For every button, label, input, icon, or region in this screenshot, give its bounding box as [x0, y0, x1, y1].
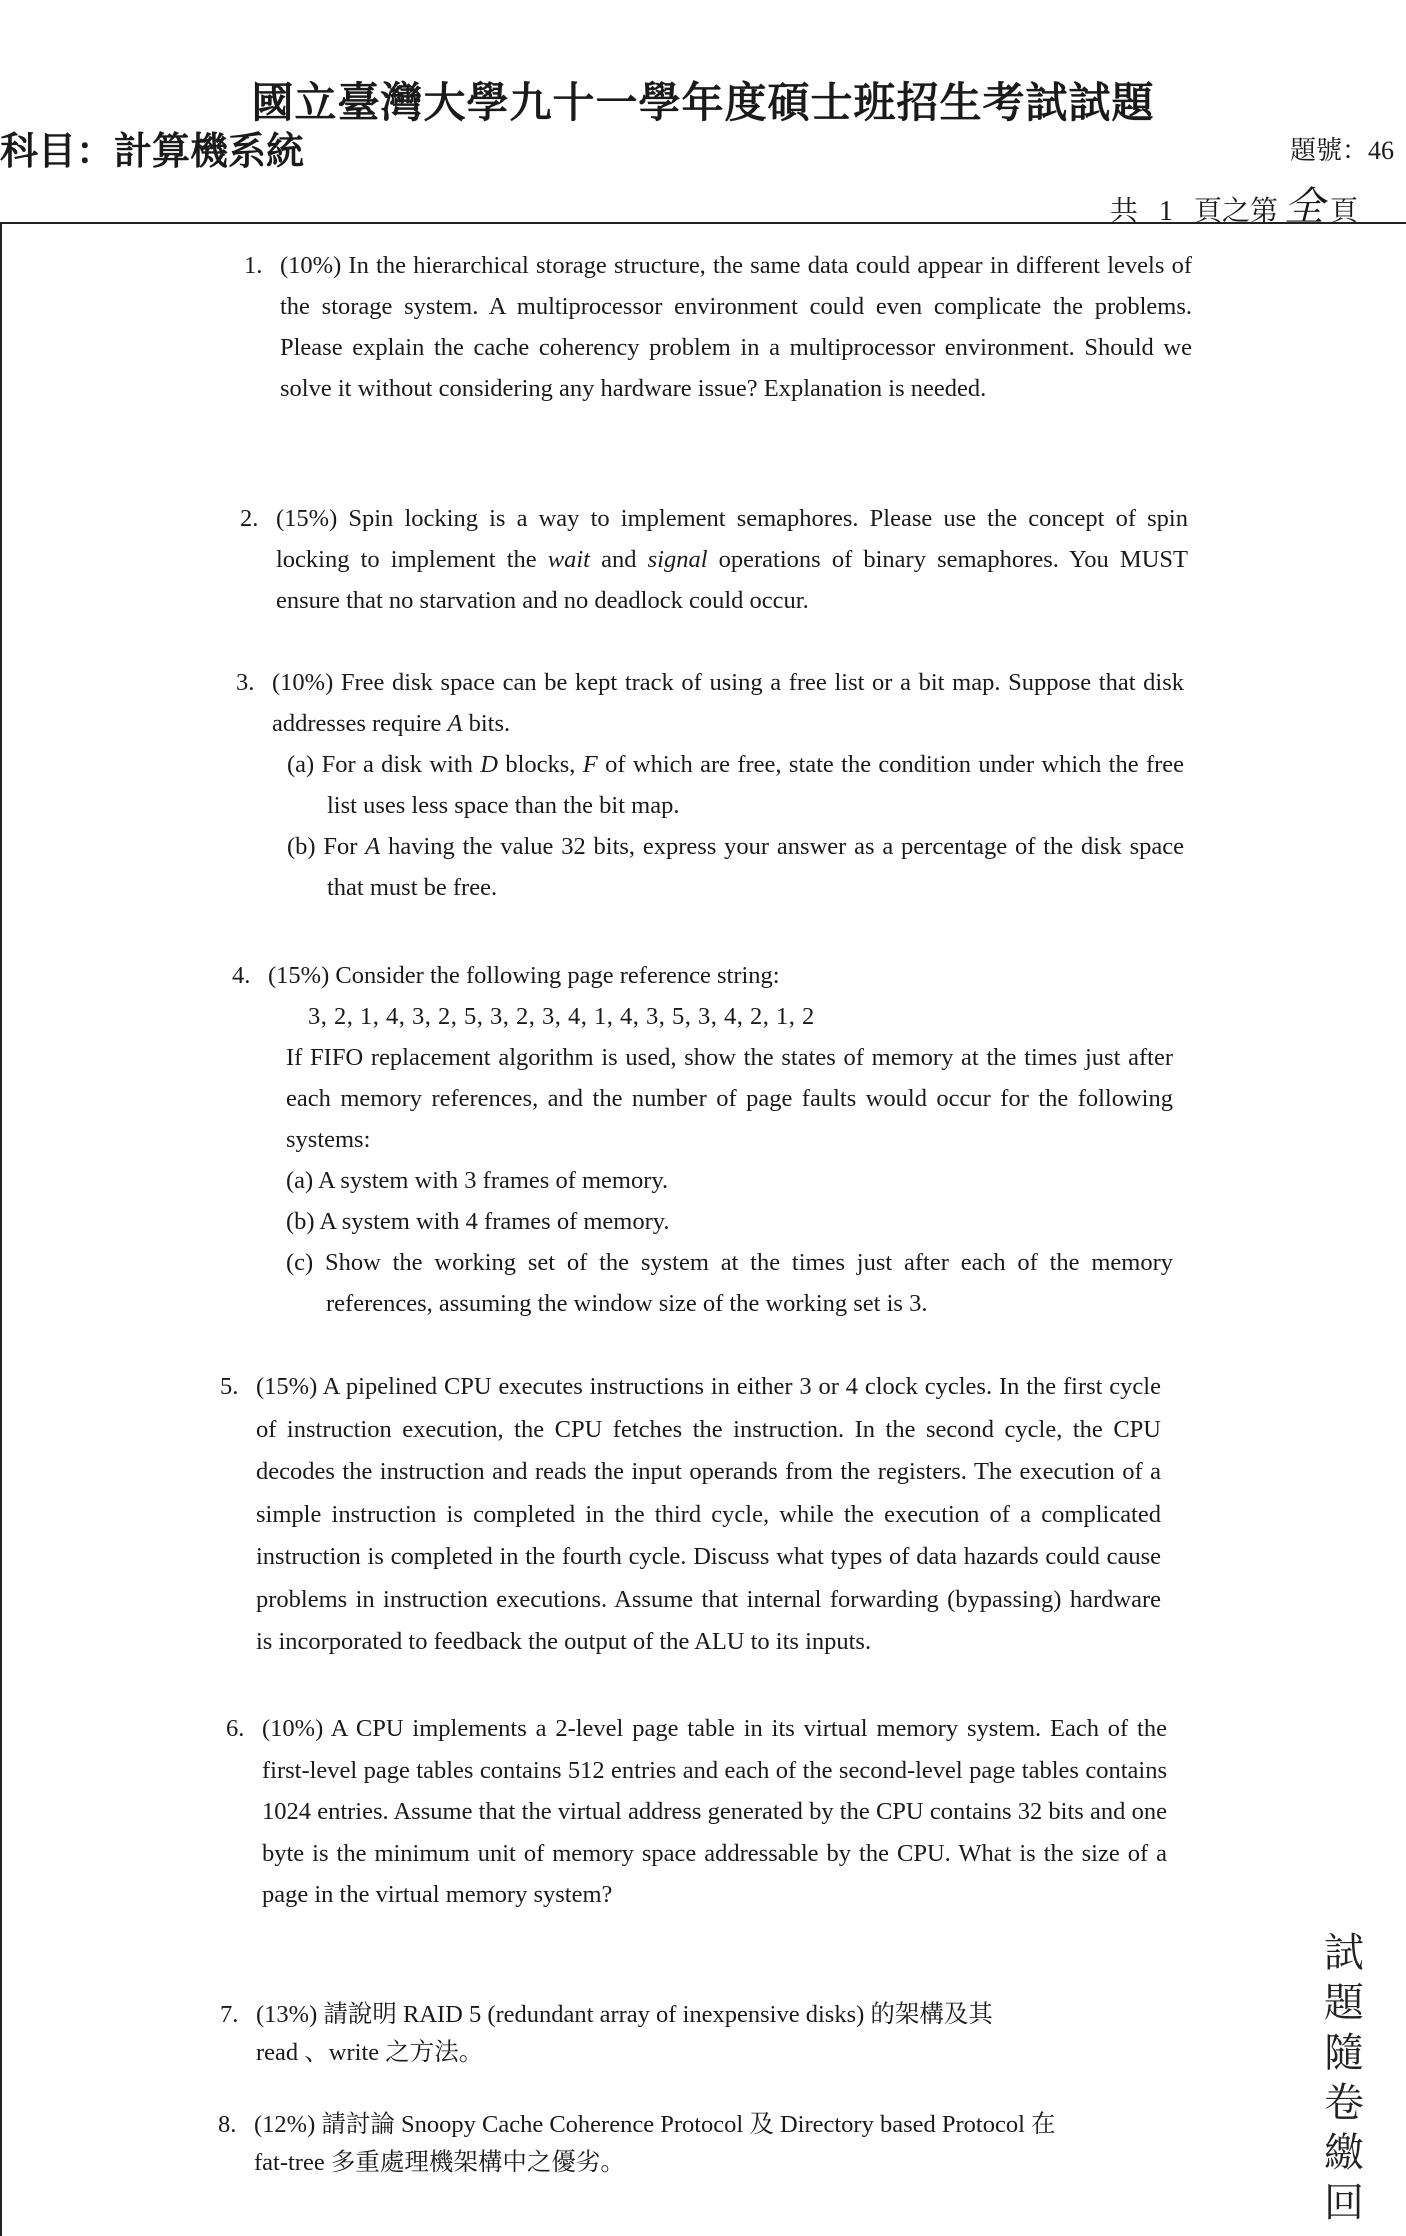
sub-question-b: (b) A system with 4 frames of memory. — [286, 1208, 670, 1235]
question-line-1: (12%) 請討論 Snoopy Cache Coherence Protocol 及 Directory based Protocol 在 — [254, 2111, 1056, 2138]
page-middle: 頁之第 — [1194, 196, 1279, 227]
sub-question-a: (a) For a disk with D blocks, F of which are free, state the condition under which the free list uses less space than the bit map. — [287, 751, 1185, 819]
question-2 — [240, 498, 1188, 621]
question-text: (10%) In the hierarchical storage structure, the same data could appear in different levels of the storage system. A multiprocessor environment could even complicate the problems. Please explain the cache coherency problem in a multiprocessor environment. Should we solve it without considering any hardware issue? Explanation is needed. — [280, 252, 1192, 402]
question-6 — [226, 1708, 1167, 1916]
question-text: (10%) Free disk space can be kept track of using a free list or a bit map. Suppose that disk addresses require A bits. — [272, 669, 1184, 737]
question-line-1: (13%) 請說明 RAID 5 (redundant array of inexpensive disks) 的架構及其 — [256, 2001, 993, 2028]
page-suffix: 頁 — [1330, 196, 1359, 227]
total-pages: 1 — [1159, 196, 1174, 227]
side-note-char: 題 — [1324, 1980, 1364, 2026]
question-text: (15%) Spin locking is a way to implement semaphores. Please use the concept of spin locking to implement the wait and signal operations of binary semaphores. You MUST ensure that no starvation and no deadlock could occur. — [276, 505, 1188, 614]
question-number: 8. — [218, 2111, 237, 2138]
question-7 — [220, 1996, 1161, 2072]
question-number: 3. — [236, 669, 255, 696]
side-note-char: 繳 — [1324, 2130, 1364, 2176]
question-number: 7. — [220, 2001, 239, 2028]
side-note-char: 隨 — [1324, 2030, 1364, 2076]
total-prefix: 共 — [1110, 196, 1139, 227]
reference-string: 3, 2, 1, 4, 3, 2, 5, 3, 2, 3, 4, 1, 4, 3, 5, 3, 4, 2, 1, 2 — [308, 1003, 815, 1030]
side-note-char: 回 — [1324, 2180, 1364, 2226]
side-note — [1322, 1928, 1366, 2228]
question-number: 4. — [232, 962, 251, 989]
sub-question-c: (c) Show the working set of the system at the times just after each of the memory references, assuming the window size of the working set is 3. — [286, 1249, 1173, 1317]
question-text: (10%) A CPU implements a 2-level page table in its virtual memory system. Each of the first-level page tables contains 512 entries and each of the second-level page tables contains 1024 entries. Assume that the virtual address generated by the CPU contains 32 bits and one byte is the minimum unit of memory space addressable by the CPU. What is the size of a page in the virtual memory system? — [262, 1715, 1167, 1908]
subject-label: 科目：計算機系統 — [0, 131, 305, 173]
side-note-char: 試 — [1324, 1930, 1364, 1976]
sub-question-b: (b) For A having the value 32 bits, express your answer as a percentage of the disk space that must be free. — [287, 833, 1185, 901]
question-1 — [244, 245, 1192, 409]
page-number: 全 — [1284, 184, 1325, 230]
question-8 — [218, 2106, 1159, 2182]
side-note-char: 卷 — [1324, 2080, 1364, 2126]
question-5 — [220, 1366, 1161, 1664]
exam-title: 國立臺灣大學九十一學年度碩士班招生考試試題 — [251, 81, 1155, 127]
question-intro: (15%) Consider the following page reference string: — [268, 962, 780, 989]
question-3 — [236, 662, 1185, 908]
question-line-2: read 、write 之方法。 — [256, 2039, 484, 2066]
sub-question-a: (a) A system with 3 frames of memory. — [286, 1167, 669, 1194]
question-line-2: fat-tree 多重處理機架構中之優劣。 — [254, 2149, 625, 2176]
exam-code: 題號：46 — [1290, 136, 1395, 165]
question-number: 1. — [244, 252, 263, 279]
question-number: 2. — [240, 505, 259, 532]
question-text: (15%) A pipelined CPU executes instructions in either 3 or 4 clock cycles. In the first cycle of instruction execution, the CPU fetches the instruction. In the second cycle, the CPU decodes the instruction and reads the input operands from the registers. The execution of a simple instruction is completed in the third cycle, while the execution of a complicated instruction is completed in the fourth cycle. Discuss what types of data hazards could cause problems in instruction executions. Assume that internal forwarding (bypassing) hardware is incorporated to feedback the output of the ALU to its inputs. — [256, 1373, 1161, 1655]
question-number: 6. — [226, 1715, 245, 1742]
question-4 — [232, 955, 1173, 1324]
question-text: If FIFO replacement algorithm is used, show the states of memory at the times just after each memory references, and the number of page faults would occur for the following systems: — [286, 1044, 1173, 1153]
question-number: 5. — [220, 1373, 239, 1400]
